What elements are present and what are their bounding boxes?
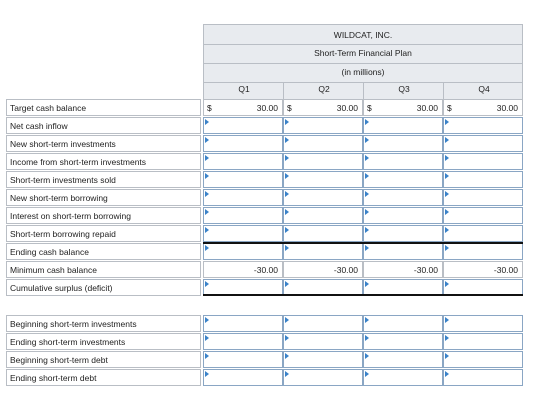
quarter-header-q3: Q3: [398, 84, 410, 94]
currency-symbol: $: [207, 103, 212, 113]
income-from-short-term-investments-q2-input[interactable]: [283, 153, 363, 170]
row-label-interest-on-short-term-borrowing: Interest on short-term borrowing: [6, 207, 201, 224]
new-short-term-investments-q3-input[interactable]: [363, 135, 443, 152]
net-cash-inflow-q1-input[interactable]: [203, 117, 283, 134]
target-cash-balance-q4-value: [443, 99, 523, 116]
beginning-short-term-debt-q1-input[interactable]: [203, 351, 283, 368]
interest-on-short-term-borrowing-q1-input[interactable]: [203, 207, 283, 224]
ending-cash-balance-q2-input[interactable]: [283, 243, 363, 260]
short-term-investments-sold-q2-input[interactable]: [283, 171, 363, 188]
row-label-new-short-term-borrowing: New short-term borrowing: [6, 189, 201, 206]
rule-cumulative: [203, 294, 523, 296]
plan-header: [203, 24, 523, 100]
row-label-ending-cash-balance: Ending cash balance: [6, 243, 201, 260]
cell-value: 30.00: [416, 103, 438, 113]
ending-cash-balance-q3-input[interactable]: [363, 243, 443, 260]
beginning-short-term-investments-q1-input[interactable]: [203, 315, 283, 332]
ending-short-term-debt-q3-input[interactable]: [363, 369, 443, 386]
income-from-short-term-investments-q4-input[interactable]: [443, 153, 523, 170]
quarter-header-q4: Q4: [478, 84, 490, 94]
new-short-term-borrowing-q3-input[interactable]: [363, 189, 443, 206]
ending-cash-balance-q1-input[interactable]: [203, 243, 283, 260]
row-label-cumulative-surplus-deficit: Cumulative surplus (deficit): [6, 279, 201, 296]
row-label-ending-short-term-investments: Ending short-term investments: [6, 333, 201, 350]
quarter-header-q1: Q1: [238, 84, 250, 94]
row-label-income-from-short-term-investments: Income from short-term investments: [6, 153, 201, 170]
row-label-ending-short-term-debt: Ending short-term debt: [6, 369, 201, 386]
ending-short-term-investments-q4-input[interactable]: [443, 333, 523, 350]
ending-short-term-investments-q1-input[interactable]: [203, 333, 283, 350]
beginning-short-term-investments-q2-input[interactable]: [283, 315, 363, 332]
currency-symbol: $: [367, 103, 372, 113]
short-term-borrowing-repaid-q4-input[interactable]: [443, 225, 523, 242]
beginning-short-term-debt-q4-input[interactable]: [443, 351, 523, 368]
new-short-term-investments-q4-input[interactable]: [443, 135, 523, 152]
income-from-short-term-investments-q1-input[interactable]: [203, 153, 283, 170]
short-term-borrowing-repaid-q1-input[interactable]: [203, 225, 283, 242]
ending-cash-balance-q4-input[interactable]: [443, 243, 523, 260]
target-cash-balance-q1-value: [203, 99, 283, 116]
beginning-short-term-debt-q3-input[interactable]: [363, 351, 443, 368]
minimum-cash-balance-q3-value: [363, 261, 443, 278]
row-label-minimum-cash-balance: Minimum cash balance: [6, 261, 201, 278]
net-cash-inflow-q4-input[interactable]: [443, 117, 523, 134]
new-short-term-borrowing-q1-input[interactable]: [203, 189, 283, 206]
ending-short-term-debt-q1-input[interactable]: [203, 369, 283, 386]
row-label-beginning-short-term-investments: Beginning short-term investments: [6, 315, 201, 332]
minimum-cash-balance-q2-value: [283, 261, 363, 278]
row-label-short-term-investments-sold: Short-term investments sold: [6, 171, 201, 188]
cell-value: -30.00: [493, 265, 518, 275]
target-cash-balance-q2-value: [283, 99, 363, 116]
rule-ending-cash: [203, 242, 523, 244]
currency-symbol: $: [287, 103, 292, 113]
row-label-short-term-borrowing-repaid: Short-term borrowing repaid: [6, 225, 201, 242]
quarter-header-q2: Q2: [318, 84, 330, 94]
beginning-short-term-investments-q4-input[interactable]: [443, 315, 523, 332]
net-cash-inflow-q2-input[interactable]: [283, 117, 363, 134]
ending-short-term-investments-q3-input[interactable]: [363, 333, 443, 350]
cell-value: -30.00: [253, 265, 278, 275]
row-label-net-cash-inflow: Net cash inflow: [6, 117, 201, 134]
interest-on-short-term-borrowing-q2-input[interactable]: [283, 207, 363, 224]
cell-value: 30.00: [256, 103, 278, 113]
row-label-beginning-short-term-debt: Beginning short-term debt: [6, 351, 201, 368]
short-term-investments-sold-q1-input[interactable]: [203, 171, 283, 188]
new-short-term-borrowing-q2-input[interactable]: [283, 189, 363, 206]
short-term-investments-sold-q4-input[interactable]: [443, 171, 523, 188]
interest-on-short-term-borrowing-q3-input[interactable]: [363, 207, 443, 224]
beginning-short-term-debt-q2-input[interactable]: [283, 351, 363, 368]
new-short-term-investments-q2-input[interactable]: [283, 135, 363, 152]
income-from-short-term-investments-q3-input[interactable]: [363, 153, 443, 170]
short-term-borrowing-repaid-q2-input[interactable]: [283, 225, 363, 242]
target-cash-balance-q3-value: [363, 99, 443, 116]
units-label: (in millions): [341, 67, 385, 77]
short-term-borrowing-repaid-q3-input[interactable]: [363, 225, 443, 242]
row-label-new-short-term-investments: New short-term investments: [6, 135, 201, 152]
ending-short-term-debt-q4-input[interactable]: [443, 369, 523, 386]
net-cash-inflow-q3-input[interactable]: [363, 117, 443, 134]
plan-title: Short-Term Financial Plan: [314, 48, 412, 58]
currency-symbol: $: [447, 103, 452, 113]
minimum-cash-balance-q4-value: [443, 261, 523, 278]
new-short-term-investments-q1-input[interactable]: [203, 135, 283, 152]
cell-value: 30.00: [336, 103, 358, 113]
cell-value: -30.00: [413, 265, 438, 275]
beginning-short-term-investments-q3-input[interactable]: [363, 315, 443, 332]
cell-value: 30.00: [496, 103, 518, 113]
cell-value: -30.00: [333, 265, 358, 275]
ending-short-term-investments-q2-input[interactable]: [283, 333, 363, 350]
ending-short-term-debt-q2-input[interactable]: [283, 369, 363, 386]
interest-on-short-term-borrowing-q4-input[interactable]: [443, 207, 523, 224]
new-short-term-borrowing-q4-input[interactable]: [443, 189, 523, 206]
company-name: WILDCAT, INC.: [333, 30, 393, 40]
row-label-target-cash-balance: Target cash balance: [6, 99, 201, 116]
minimum-cash-balance-q1-value: [203, 261, 283, 278]
short-term-investments-sold-q3-input[interactable]: [363, 171, 443, 188]
